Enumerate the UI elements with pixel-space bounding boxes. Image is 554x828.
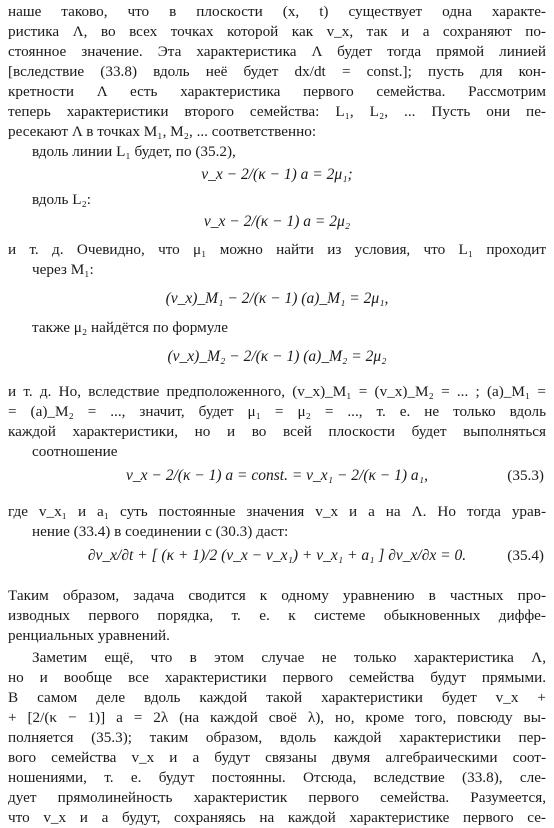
text-line: через M₁: [32,261,94,278]
text-line: вдоль линии L₁ будет, по (35.2), [32,143,236,160]
equation-number: (35.4) [507,547,544,564]
text-line: теперь характеристики второго семейства: L₁, L₂, ... Пусть они пе- [8,103,546,120]
equation [0,545,554,567]
text-line: также μ₂ найдётся по формуле [32,319,228,336]
text-line: ристика Λ, во всех точках которой как v_x, так и a сохраняют по- [8,23,546,40]
text-line: что v_x и a будут, сохраняясь на каждой характеристике первого се- [8,809,546,826]
text-line: В самом деле вдоль каждой такой характеристики будет v_x + [8,689,546,706]
equation: v_x − 2/(κ − 1) a = 2μ₁; [201,166,353,183]
text-line: полняется (35.3); таким образом, вдоль каждой характеристики пер- [8,729,546,746]
text-line: вдоль L₂: [32,191,92,208]
equation-body: ∂v_x/∂t + [ (κ + 1)/2 (v_x − v_x₁) + v_x₁ + a₁ ] ∂v_x/∂x = 0. [87,547,467,564]
text-line: наше таково, что в плоскости (x, t) существует одна характе- [8,3,546,20]
equation-body: v_x − 2/(κ − 1) a = const. = v_x₁ − 2/(κ − 1) a₁, [126,467,428,484]
text-line: и т. д. Но, вследствие предположенного, (v_x)_M₁ = (v_x)_M₂ = ... ; (a)_M₁ = [8,383,546,400]
text-line: стоянное значение. Эта характеристика Λ будет тогда прямой линией [8,43,546,60]
text-line: Таким образом, задача сводится к одному уравнению в частных про- [8,587,546,604]
equation: (v_x)_M₁ − 2/(κ − 1) (a)_M₁ = 2μ₁, [165,290,389,307]
equation: v_x − 2/(κ − 1) a = 2μ₂ [203,213,351,230]
text-line: но и вообще все характеристики первого семейства будут прямыми. [8,669,546,686]
text-line: ресекают Λ в точках M₁, M₂, ... соответственно: [8,123,317,140]
equation [0,465,554,487]
text-line: [вследствие (33.8) вдоль неё будет dx/dt = const.]; пусть для кон- [8,63,546,80]
text-line: + [2/(κ − 1)] a = 2λ (на каждой своё λ), но, кроме того, повсюду вы- [8,709,546,726]
equation-number: (35.3) [507,467,544,484]
text-line: дует прямолинейность характеристик первого семейства. Разумеется, [8,789,546,806]
text-line: ренциальных уравнений. [8,627,170,644]
text-line: соотношение [32,443,118,460]
text-line: Заметим ещё, что в этом случае не только характеристика Λ, [32,649,546,666]
text-line: изводных первого порядка, т. е. к системе обыкновенных диффе- [8,607,546,624]
text-line: ношениями, т. е. будут постоянны. Отсюда, вследствие (33.8), сле- [8,769,546,786]
text-line: вого семейства v_x и a будут связаны двумя алгебраическими соот- [8,749,546,766]
text-line: нение (33.4) в соединении с (30.3) даст: [32,523,289,540]
text-line: каждой характеристики, но и во всей плоскости будет выполняться [8,423,546,440]
equation: (v_x)_M₂ − 2/(κ − 1) (a)_M₂ = 2μ₂ [167,348,387,365]
text-line: где v_x₁ и a₁ суть постоянные значения v_x и a на Λ. Но тогда урав- [8,503,546,520]
text-line: и т. д. Очевидно, что μ₁ можно найти из условия, что L₁ проходит [8,241,546,258]
text-line: кретности Λ есть характеристика первого семейства. Рассмотрим [8,83,546,100]
text-line: = (a)_M₂ = ..., значит, будет μ₁ = μ₂ = ..., т. е. не только вдоль [8,403,546,420]
